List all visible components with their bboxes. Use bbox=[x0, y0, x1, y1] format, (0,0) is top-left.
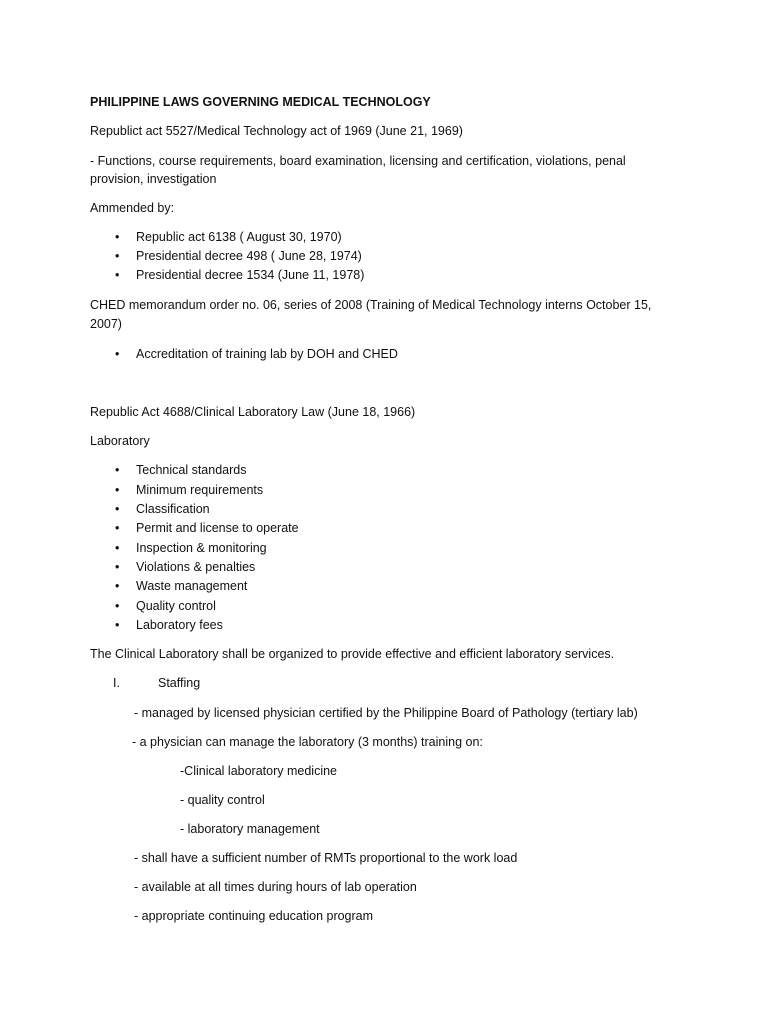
bullet-icon: • bbox=[115, 599, 120, 613]
ra5527-description-line-2: provision, investigation bbox=[90, 172, 217, 186]
bullet-icon: • bbox=[115, 502, 120, 516]
bullet-icon: • bbox=[115, 541, 120, 555]
bullet-icon: • bbox=[115, 560, 120, 574]
list-item-text: Presidential decree 1534 (June 11, 1978) bbox=[136, 268, 365, 282]
section-number: I. bbox=[113, 676, 120, 690]
ra5527-heading: Republict act 5527/Medical Technology act of 1969 (June 21, 1969) bbox=[90, 124, 463, 138]
staffing-point-5: - appropriate continuing education program bbox=[134, 909, 374, 923]
bullet-icon: • bbox=[115, 230, 120, 244]
list-item-text: Republic act 6138 ( August 30, 1970) bbox=[136, 230, 342, 244]
staffing-point-4: - available at all times during hours of lab operation bbox=[134, 880, 417, 894]
training-item-1: -Clinical laboratory medicine bbox=[180, 764, 338, 778]
ra5527-description-line-1: - Functions, course requirements, board examination, licensing and certification, violations, penal bbox=[90, 154, 626, 168]
bullet-icon: • bbox=[115, 521, 120, 535]
amended-by-label: Ammended by: bbox=[90, 201, 175, 215]
bullet-icon: • bbox=[115, 347, 120, 361]
list-item-text: Presidential decree 498 ( June 28, 1974) bbox=[136, 249, 362, 263]
section-title: Staffing bbox=[158, 676, 201, 690]
list-item-text: Waste management bbox=[136, 579, 248, 593]
list-item-text: Accreditation of training lab by DOH and CHED bbox=[136, 347, 398, 361]
list-item-text: Classification bbox=[136, 502, 210, 516]
bullet-icon: • bbox=[115, 268, 120, 282]
laboratory-label: Laboratory bbox=[90, 434, 150, 448]
list-item-text: Quality control bbox=[136, 599, 216, 613]
list-item-text: Technical standards bbox=[136, 463, 247, 477]
bullet-icon: • bbox=[115, 579, 120, 593]
staffing-point-2: - a physician can manage the laboratory (3 months) training on: bbox=[132, 735, 483, 749]
list-item-text: Violations & penalties bbox=[136, 560, 256, 574]
list-item-text: Inspection & monitoring bbox=[136, 541, 267, 555]
list-item-text: Minimum requirements bbox=[136, 483, 264, 497]
training-item-3: - laboratory management bbox=[180, 822, 320, 836]
document-title: PHILIPPINE LAWS GOVERNING MEDICAL TECHNOLOGY bbox=[90, 95, 431, 109]
training-item-2: - quality control bbox=[180, 793, 265, 807]
staffing-point-1: - managed by licensed physician certified by the Philippine Board of Pathology (tertiary lab) bbox=[134, 706, 638, 720]
staffing-point-3: - shall have a sufficient number of RMTs proportional to the work load bbox=[134, 851, 518, 865]
bullet-icon: • bbox=[115, 618, 120, 632]
bullet-icon: • bbox=[115, 463, 120, 477]
ched-memo-line-1: CHED memorandum order no. 06, series of 2008 (Training of Medical Technology interns October 15, bbox=[90, 298, 652, 312]
clinical-laboratory-statement: The Clinical Laboratory shall be organized to provide effective and efficient laboratory services. bbox=[90, 647, 615, 661]
ched-memo-line-2: 2007) bbox=[90, 317, 122, 331]
bullet-icon: • bbox=[115, 483, 120, 497]
bullet-icon: • bbox=[115, 249, 120, 263]
ra4688-heading: Republic Act 4688/Clinical Laboratory Law (June 18, 1966) bbox=[90, 405, 416, 419]
list-item-text: Permit and license to operate bbox=[136, 521, 299, 535]
list-item-text: Laboratory fees bbox=[136, 618, 223, 632]
